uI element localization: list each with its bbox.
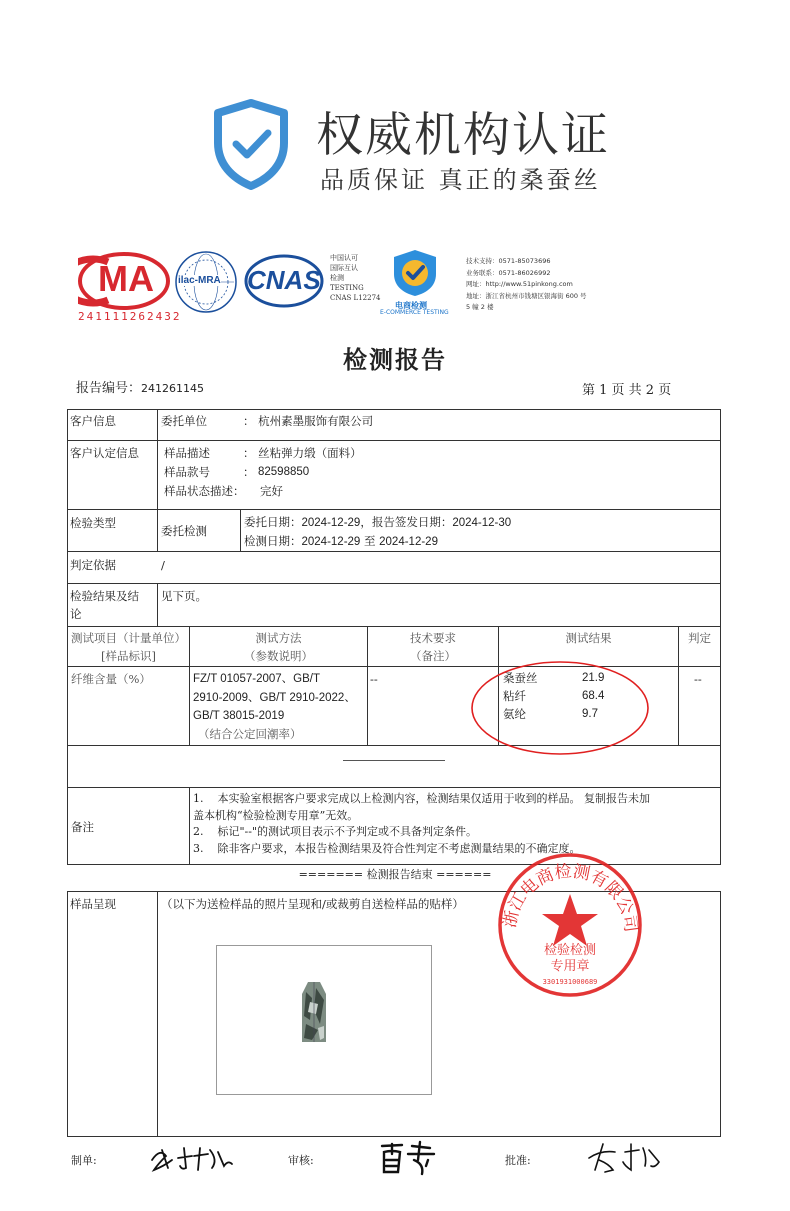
cma-logo-text: MA bbox=[98, 258, 154, 299]
test-type-value: 委托检测 bbox=[161, 524, 207, 538]
result-requirement: -- bbox=[370, 672, 378, 686]
remarks-list: 1. 本实验室根据客户要求完成以上检测内容，检测结果仅适用于收到的样品。 复制报告未加 盖本机构“检验检测专用章”无效。 2. 标记"--"的测试项目表示不予判定或不具备判定条件。 3. 除非客户要求，本报告检测结果及符合性判定不考虑测量结果的不确定度。 bbox=[193, 792, 650, 855]
official-seal-stamp bbox=[495, 850, 645, 1000]
sample-label: 样品呈现 bbox=[70, 897, 116, 911]
conclusion-value: 见下页。 bbox=[161, 589, 207, 603]
sample-caption: （以下为送检样品的照片呈现和/或裁剪自送检样品的贴样） bbox=[161, 897, 464, 911]
sample-desc-value: ： 丝粘弹力缎（面料） bbox=[243, 446, 362, 460]
result-method-note: （结合公定回潮率） bbox=[198, 727, 302, 741]
fiber-value: 9.7 bbox=[582, 708, 598, 720]
reviewer-label: 审核: bbox=[288, 1154, 314, 1167]
cma-number: 241111262432 bbox=[78, 310, 182, 323]
fiber-value: 21.9 bbox=[582, 672, 605, 684]
ecommerce-label: 电商检测 bbox=[395, 301, 427, 310]
sample-no-colon: ： bbox=[243, 465, 255, 479]
sample-state-label: 样品状态描述： bbox=[164, 484, 245, 498]
client-label: 客户信息 bbox=[70, 414, 116, 428]
seal-org-name: 浙江电商检测有限公司 bbox=[499, 861, 641, 934]
header-method: 测试方法 （参数说明） bbox=[244, 631, 313, 663]
cnas-logo-text: CNAS bbox=[247, 265, 321, 295]
approver-signature bbox=[585, 1140, 665, 1176]
remarks-label: 备注 bbox=[71, 820, 94, 834]
test-type-label: 检验类型 bbox=[70, 516, 116, 530]
header-requirement: 技术要求 （备注） bbox=[410, 631, 456, 663]
banner-subtitle: 品质保证 真正的桑蚕丝 bbox=[320, 166, 601, 194]
ecommerce-label-en: E-COMMERCE TESTING bbox=[380, 309, 449, 316]
header-item: 测试项目（计量单位） [样品标识] bbox=[71, 631, 186, 663]
header-result: 测试结果 bbox=[565, 631, 612, 645]
result-item: 纤维含量（%） bbox=[71, 672, 151, 686]
fiber-value: 68.4 bbox=[582, 690, 605, 702]
page-info: 第 1 页 共 2 页 bbox=[582, 383, 672, 398]
dates-line-1: 委托日期：2024-12-29，报告签发日期：2024-12-30 bbox=[244, 515, 512, 529]
sample-no-value: 82598850 bbox=[258, 466, 310, 478]
fiber-name: 氨纶 bbox=[503, 707, 526, 721]
maker-label: 制单: bbox=[71, 1154, 97, 1167]
basis-value: / bbox=[161, 558, 165, 572]
sample-desc-label: 样品描述 bbox=[164, 446, 210, 460]
cnas-accreditation-text: 中国认可 国际互认 检测 TESTING CNAS L12274 bbox=[330, 254, 381, 302]
sample-garment-image bbox=[300, 980, 328, 1044]
basis-label: 判定依据 bbox=[70, 558, 116, 572]
report-end-marker: ======= 检测报告结束 ====== bbox=[298, 868, 492, 881]
contact-info: 技术支持：0571-85073696 业务联系：0571-86026992 网址：http://www.51pinkong.com 地址：浙江省杭州市钱塘区银海街 600 号 5 幢 2 楼 bbox=[466, 257, 587, 311]
header-judge: 判定 bbox=[688, 631, 711, 645]
banner-title: 权威机构认证 bbox=[316, 108, 610, 163]
maker-signature bbox=[148, 1140, 234, 1176]
seal-line1: 检验检测 bbox=[543, 943, 597, 958]
shield-check-icon bbox=[210, 98, 292, 190]
sample-state-value: 完好 bbox=[260, 484, 283, 498]
sample-no-label: 样品款号 bbox=[164, 465, 210, 479]
report-number: 报告编号：241261145 bbox=[76, 381, 205, 396]
seal-number: 3301931000689 bbox=[542, 978, 598, 986]
ilac-mra-text: ilac-MRA bbox=[178, 275, 221, 286]
result-judge: -- bbox=[694, 672, 702, 686]
seal-line2: 专用章 bbox=[550, 959, 590, 974]
ecommerce-testing-logo bbox=[388, 248, 442, 298]
client-unit-value: ： 杭州素墨服饰有限公司 bbox=[243, 414, 374, 428]
fiber-name: 桑蚕丝 bbox=[503, 671, 538, 685]
report-title: 检测报告 bbox=[343, 345, 447, 374]
result-method: FZ/T 01057-2007、GB/T 2910-2009、GB/T 2910-2022、 GB/T 38015-2019 bbox=[193, 673, 356, 722]
conclusion-label: 检验结果及结 论 bbox=[70, 589, 139, 621]
highlight-ellipse bbox=[470, 660, 650, 756]
confirm-label: 客户认定信息 bbox=[70, 446, 139, 460]
dates-line-2: 检测日期：2024-12-29 至 2024-12-29 bbox=[244, 534, 438, 548]
approver-label: 批准: bbox=[505, 1154, 531, 1167]
reviewer-signature bbox=[378, 1140, 438, 1176]
client-unit-label: 委托单位 bbox=[161, 414, 207, 428]
fiber-name: 粘纤 bbox=[503, 689, 526, 703]
